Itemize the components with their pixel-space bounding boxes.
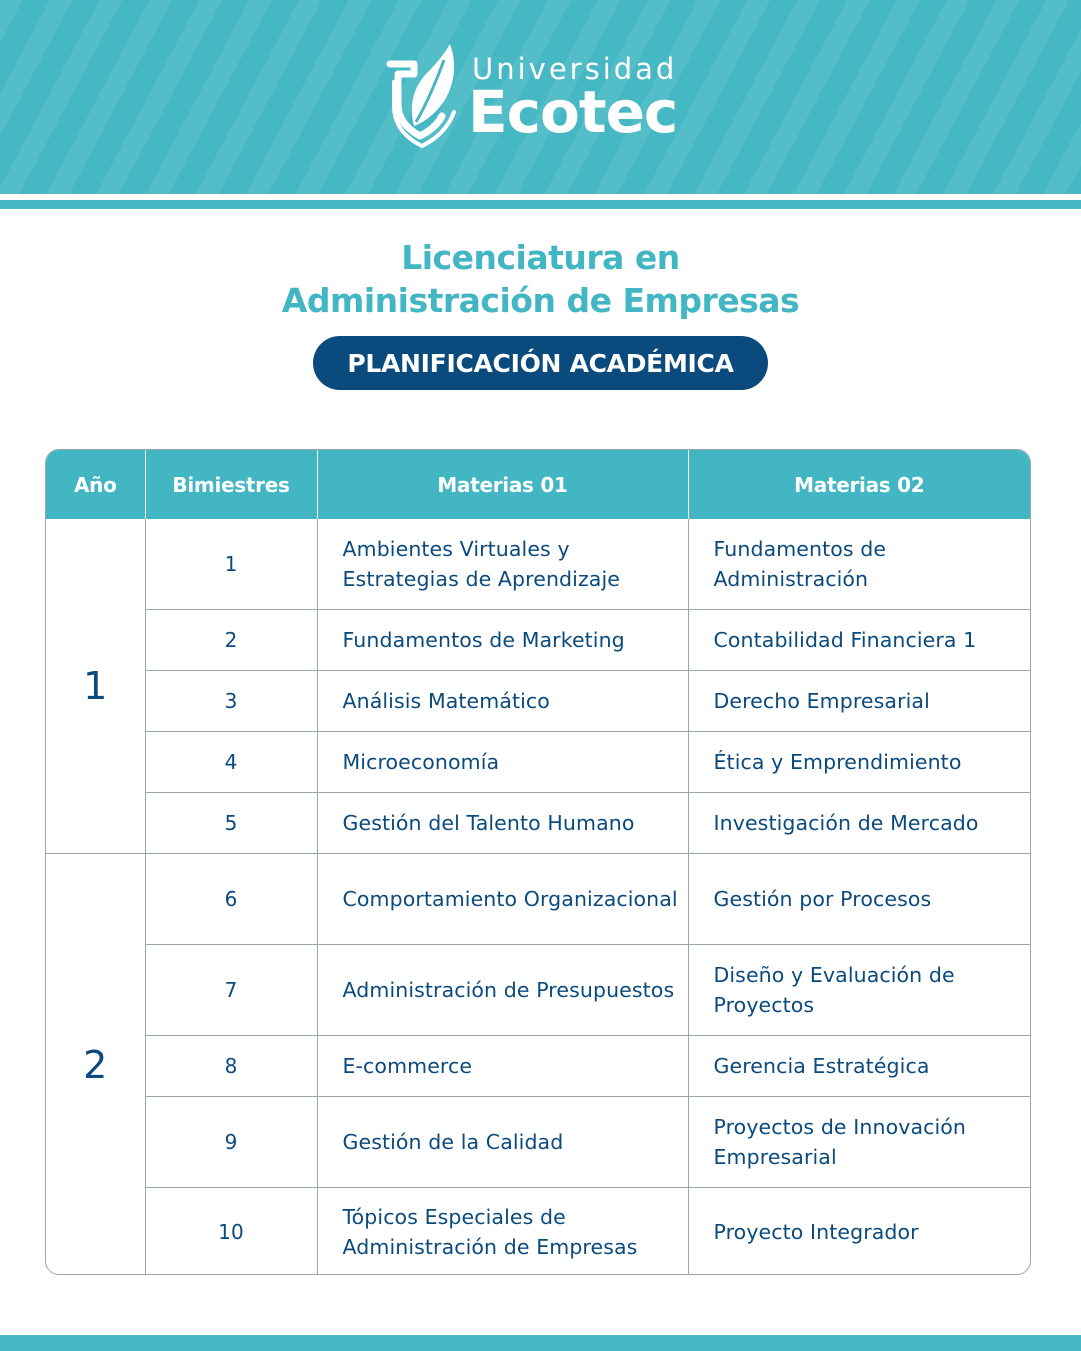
subject-2-cell: Contabilidad Financiera 1 bbox=[688, 609, 1030, 670]
bimester-cell: 10 bbox=[145, 1187, 317, 1275]
header-subjects-2: Materias 02 bbox=[688, 450, 1030, 519]
table-row bbox=[46, 1096, 1030, 1187]
subject-1-cell: Fundamentos de Marketing bbox=[317, 609, 688, 670]
header-bimester: Bimiestres bbox=[145, 450, 317, 519]
subject-1-cell: Ambientes Virtuales y Estrategias de Aprendizaje bbox=[317, 519, 688, 609]
subject-2-cell: Diseño y Evaluación de Proyectos bbox=[688, 944, 1030, 1035]
subject-2-cell: Gerencia Estratégica bbox=[688, 1035, 1030, 1096]
subject-1-cell: Microeconomía bbox=[317, 731, 688, 792]
footer-stripe bbox=[0, 1335, 1081, 1351]
header-banner bbox=[0, 0, 1081, 194]
table-row bbox=[46, 944, 1030, 1035]
ecotec-shield-leaf-icon bbox=[384, 42, 464, 152]
bimester-cell: 4 bbox=[145, 731, 317, 792]
bimester-cell: 6 bbox=[145, 853, 317, 944]
program-title bbox=[0, 236, 1081, 322]
subject-2-cell: Proyectos de Innovación Empresarial bbox=[688, 1096, 1030, 1187]
ecotec-logo bbox=[384, 42, 704, 152]
header-stripe bbox=[0, 200, 1081, 209]
brand-universidad: Universidad bbox=[472, 52, 678, 86]
table-row bbox=[46, 792, 1030, 853]
year-cell-1: 1 bbox=[46, 519, 145, 853]
planificacion-badge: PLANIFICACIÓN ACADÉMICA bbox=[313, 336, 768, 390]
subject-1-cell: Comportamiento Organizacional bbox=[317, 853, 688, 944]
table-row bbox=[46, 853, 1030, 944]
curriculum-table bbox=[45, 449, 1031, 1275]
subject-2-cell: Gestión por Procesos bbox=[688, 853, 1030, 944]
subject-2-cell: Proyecto Integrador bbox=[713, 1219, 919, 1244]
table-row bbox=[46, 609, 1030, 670]
bimester-cell: 2 bbox=[145, 609, 317, 670]
subject-1-cell: Gestión de la Calidad bbox=[317, 1096, 688, 1187]
subject-1-cell: Análisis Matemático bbox=[317, 670, 688, 731]
subject-2-cell: Investigación de Mercado bbox=[688, 792, 1030, 853]
program-title-line-2: Administración de Empresas bbox=[281, 281, 800, 320]
year-cell-2: 2 bbox=[46, 853, 145, 1275]
bimester-cell: 3 bbox=[145, 670, 317, 731]
subject-1-cell: E-commerce bbox=[317, 1035, 688, 1096]
subject-2-cell: Fundamentos de Administración bbox=[688, 519, 1030, 609]
table-row bbox=[46, 519, 1030, 609]
subject-1-cell: Administración de Presupuestos bbox=[317, 944, 688, 1035]
program-title-line-1: Licenciatura en bbox=[401, 238, 680, 277]
brand-ecotec: Ecotec bbox=[468, 78, 678, 146]
table-row bbox=[46, 731, 1030, 792]
subject-1-cell: Gestión del Talento Humano bbox=[317, 792, 688, 853]
table-row bbox=[46, 1035, 1030, 1096]
header-subjects-1: Materias 01 bbox=[317, 450, 688, 519]
header-year: Año bbox=[46, 450, 145, 519]
table-header-row bbox=[46, 450, 1030, 519]
bimester-cell: 7 bbox=[145, 944, 317, 1035]
subject-2-cell: Derecho Empresarial bbox=[688, 670, 1030, 731]
table-row bbox=[46, 1187, 1030, 1275]
bimester-cell: 9 bbox=[145, 1096, 317, 1187]
subject-2-cell: Ética y Emprendimiento bbox=[688, 731, 1030, 792]
bimester-cell: 5 bbox=[145, 792, 317, 853]
bimester-cell: 1 bbox=[145, 519, 317, 609]
bimester-cell: 8 bbox=[145, 1035, 317, 1096]
table-row bbox=[46, 670, 1030, 731]
subject-1-cell: Tópicos Especiales de Administración de Empresas bbox=[317, 1187, 688, 1275]
